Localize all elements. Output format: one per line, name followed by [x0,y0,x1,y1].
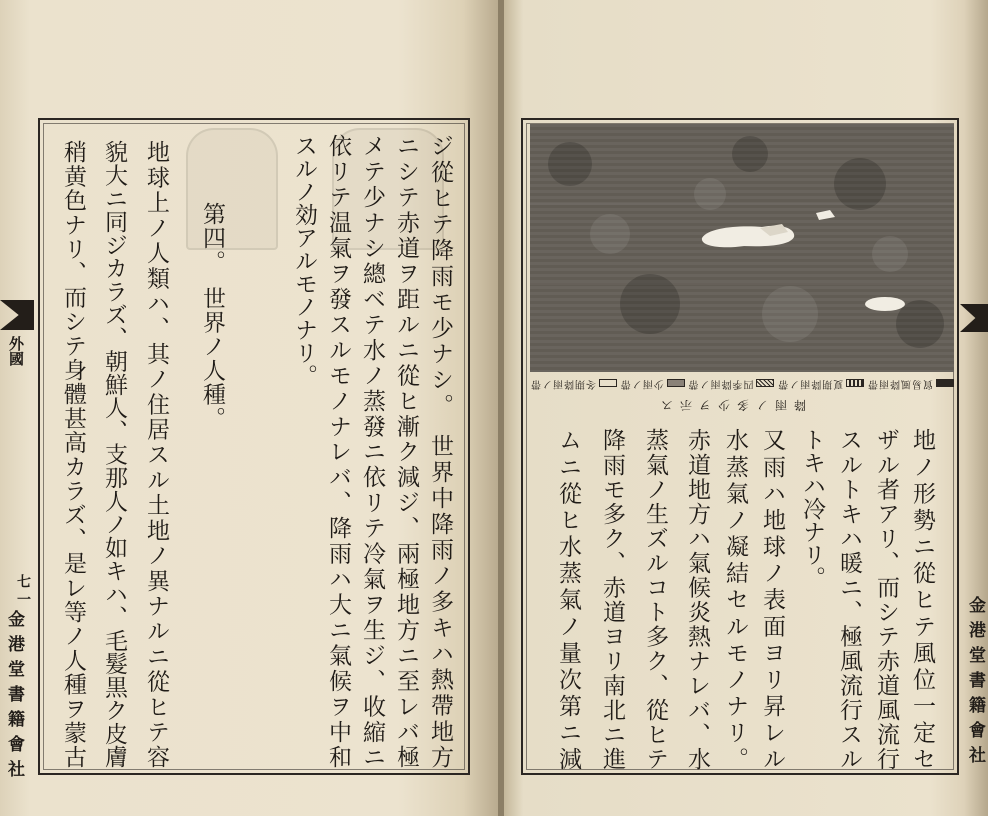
text-column: スルトキハ暖ニ、極風流行スル [836,428,862,770]
text-column: ムニ從ヒ水蒸氣ノ量次第ニ減 [555,428,581,770]
legend-item [688,377,775,389]
legend-swatch [757,379,775,387]
text-column: 蒸氣ノ生ズルコト多ク、從ヒテ [642,428,668,770]
text-column: 貌大ニ同ジカラズ、朝鮮人、支那人ノ如キハ、毛髮黒ク皮膚 [101,140,127,768]
text-column: ザル者アリ、而シテ赤道風流行 [873,428,899,770]
text-column: ニシテ赤道ヲ距ルニ從ヒ漸ク減ジ、兩極地方ニ至レバ極 [393,134,419,768]
rainfall-map [530,124,954,372]
legend-label: 冬期降雨ノ帶 [530,378,596,389]
map-landmass [865,297,905,311]
text-column: 水蒸氣ノ凝結セルモノナリ。 [722,428,748,770]
legend-swatch [936,379,954,387]
text-column: スルノ効アルモノナリ。 [291,134,317,387]
text-column: 依リテ温氣ヲ發スルモノナレバ、降雨ハ大ニ氣候ヲ中和 [325,134,351,768]
text-column: トキハ冷ナリ。 [799,428,825,589]
legend-label: 貿易風降雨帶 [867,378,933,389]
legend-swatch [667,379,685,387]
legend-swatch [846,379,864,387]
legend-label: 夏期降雨ノ帶 [777,378,844,389]
text-column: メテ少ナシ總ベテ水ノ蒸發ニ依リテ冷氣ヲ生ジ、收縮ニ [359,134,385,768]
publisher-imprint: 金港堂書籍會社 [4,610,24,785]
publisher-imprint: 金港堂書籍會社 [965,596,985,771]
legend-item [777,377,864,389]
map-legend [530,374,954,392]
section-heading: 第四。 世界ノ人種。 [199,202,225,431]
page-number: 七一 [15,574,31,610]
fishtail-mark [0,300,34,330]
text-column: 地ノ形勢ニ從ヒテ風位一定セ [909,428,935,770]
map-caption: 降雨ノ多少ヲ示ス [654,398,807,412]
running-head: 外國 [7,336,25,366]
text-column: 地球上ノ人類ハ、其ノ住居スル土地ノ異ナルニ從ヒテ容 [143,140,169,768]
legend-item [620,377,685,389]
legend-label: 四季降雨ノ帶 [687,378,754,389]
legend-swatch [599,379,617,387]
legend-label: 少雨ノ帶 [619,378,664,389]
text-column: ジ從ヒテ降雨モ少ナシ。 世界中降雨ノ多キハ熱帶地方 [427,134,453,768]
legend-item [867,377,954,389]
text-column: 稍黄色ナリ、而シテ身體甚高カラズ、是レ等ノ人種ヲ蒙古 [60,140,86,769]
text-column: 赤道地方ハ氣候炎熱ナレバ、水 [684,428,710,770]
legend-item [530,377,617,389]
rainfall-map-figure [530,124,954,372]
text-column: 降雨モ多ク、赤道ヨリ南北ニ進 [599,428,625,770]
text-column: 又雨ハ地球ノ表面ヨリ昇レル [759,428,785,770]
